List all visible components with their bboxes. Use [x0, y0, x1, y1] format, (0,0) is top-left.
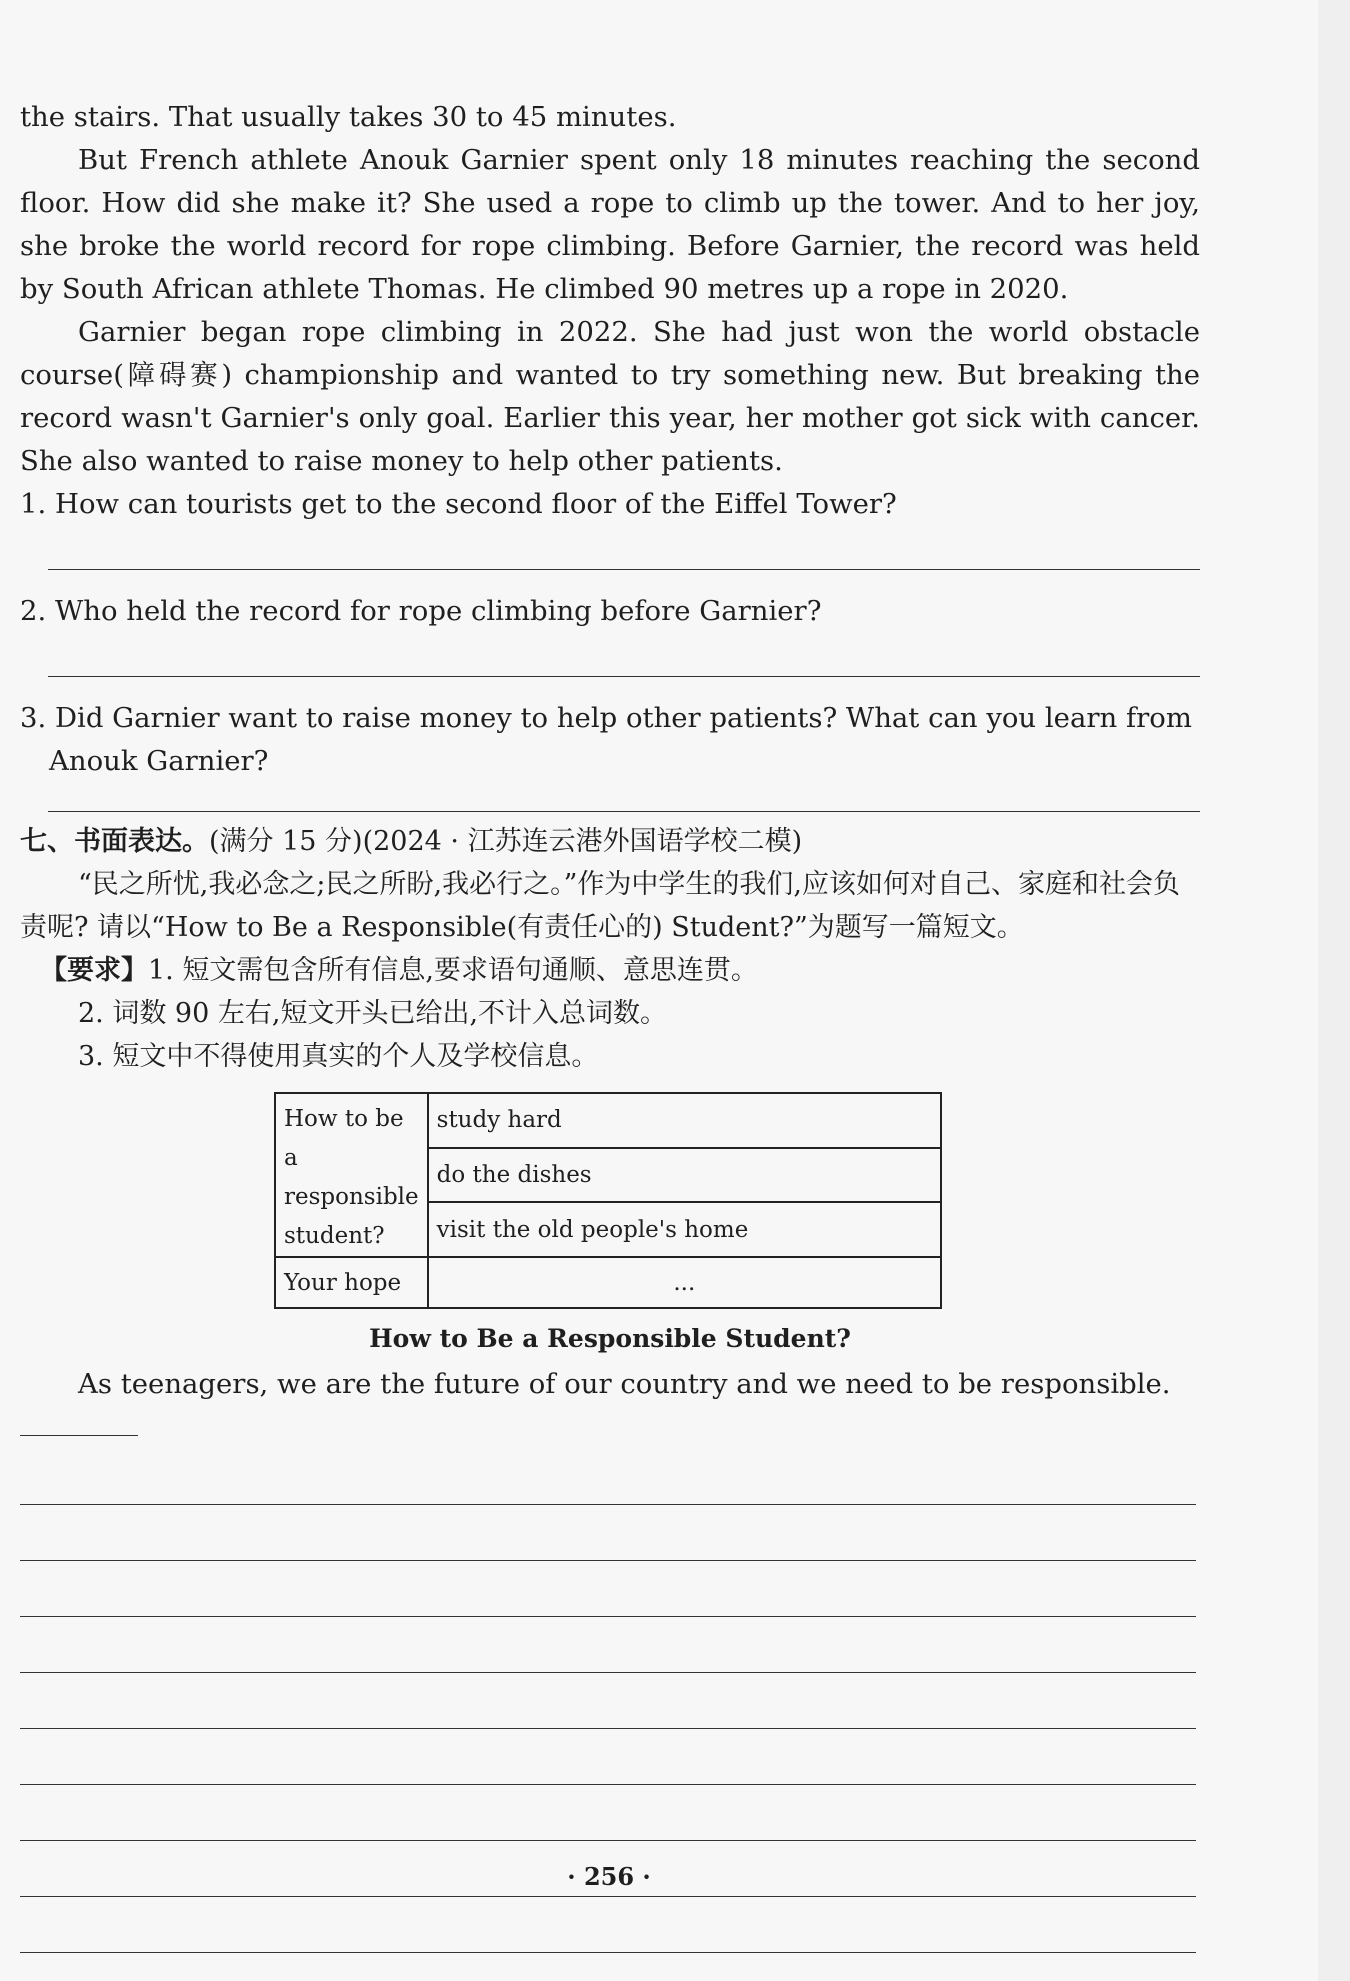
table-cell: do the dishes — [428, 1148, 941, 1203]
writing-line[interactable] — [20, 1449, 1196, 1505]
writing-line[interactable] — [20, 1897, 1196, 1953]
table-hope-label: Your hope — [275, 1257, 428, 1308]
writing-line[interactable] — [20, 1673, 1196, 1729]
info-table — [274, 1092, 942, 1309]
section-heading — [20, 820, 1200, 863]
writing-line[interactable] — [20, 1505, 1196, 1561]
essay-title: How to Be a Responsible Student? — [369, 1324, 851, 1353]
requirement-1-text: 1. 短文需包含所有信息,要求语句通顺、意思连贯。 — [148, 955, 758, 986]
section-meta: (满分 15 分)(2024 · 江苏连云港外国语学校二模) — [209, 826, 803, 857]
table-cell: study hard — [428, 1093, 941, 1148]
requirement-2: 2. 词数 90 左右,短文开头已给出,不计入总词数。 — [78, 998, 668, 1029]
question-3: 3. Did Garnier want to raise money to help other patients? What can you learn from Anouk Garnier? — [20, 702, 1192, 777]
passage-paragraph: Garnier began rope climbing in 2022. She had just won the world obstacle course(障碍赛) championship and wanted to try something new. But breaking the record wasn't Garnier's only goal. Earlier this year, her mother got sick with cancer. She also wanted to raise money to help other patients. — [20, 316, 1200, 477]
page-content — [20, 96, 1200, 1953]
essay-opening — [20, 1363, 1200, 1449]
answer-line-2[interactable] — [48, 633, 1200, 677]
writing-line[interactable] — [20, 1617, 1196, 1673]
requirement-label: 【要求】 — [40, 955, 148, 986]
table-cell: visit the old people's home — [428, 1202, 941, 1257]
writing-line[interactable] — [20, 1785, 1196, 1841]
page-number: · 256 · — [567, 1862, 651, 1891]
answer-line-3[interactable] — [48, 783, 1200, 812]
table-hope-value: ... — [428, 1257, 941, 1308]
question-2: 2. Who held the record for rope climbing before Garnier? — [20, 595, 822, 627]
passage-paragraph: But French athlete Anouk Garnier spent only 18 minutes reaching the second floor. How did she make it? She used a rope to climb up the tower. And to her joy, she broke the world record for rope climbing. Before Garnier, the record was held by South African athlete Thomas. He climbed 90 metres up a rope in 2020. — [20, 144, 1200, 305]
writing-line[interactable] — [20, 1729, 1196, 1785]
answer-line-1[interactable] — [48, 526, 1200, 570]
table-left-header: How to be a responsible student? — [275, 1093, 428, 1257]
question-1: 1. How can tourists get to the second floor of the Eiffel Tower? — [20, 488, 897, 520]
writing-line[interactable] — [20, 1561, 1196, 1617]
section-title: 七、书面表达。 — [20, 826, 209, 857]
essay-opening-text: As teenagers, we are the future of our country and we need to be responsible. — [78, 1368, 1171, 1400]
requirement-3: 3. 短文中不得使用真实的个人及学校信息。 — [78, 1041, 599, 1072]
writing-prompt: “民之所忧,我必念之;民之所盼,我必行之。”作为中学生的我们,应该如何对自己、家庭和社会负责呢? 请以“How to Be a Responsible(有责任心的) Student?”为题写一篇短文。 — [20, 869, 1180, 943]
inline-writing-blank[interactable] — [20, 1409, 138, 1436]
requirement-1 — [40, 949, 1200, 992]
passage-paragraph: the stairs. That usually takes 30 to 45 minutes. — [20, 101, 677, 133]
